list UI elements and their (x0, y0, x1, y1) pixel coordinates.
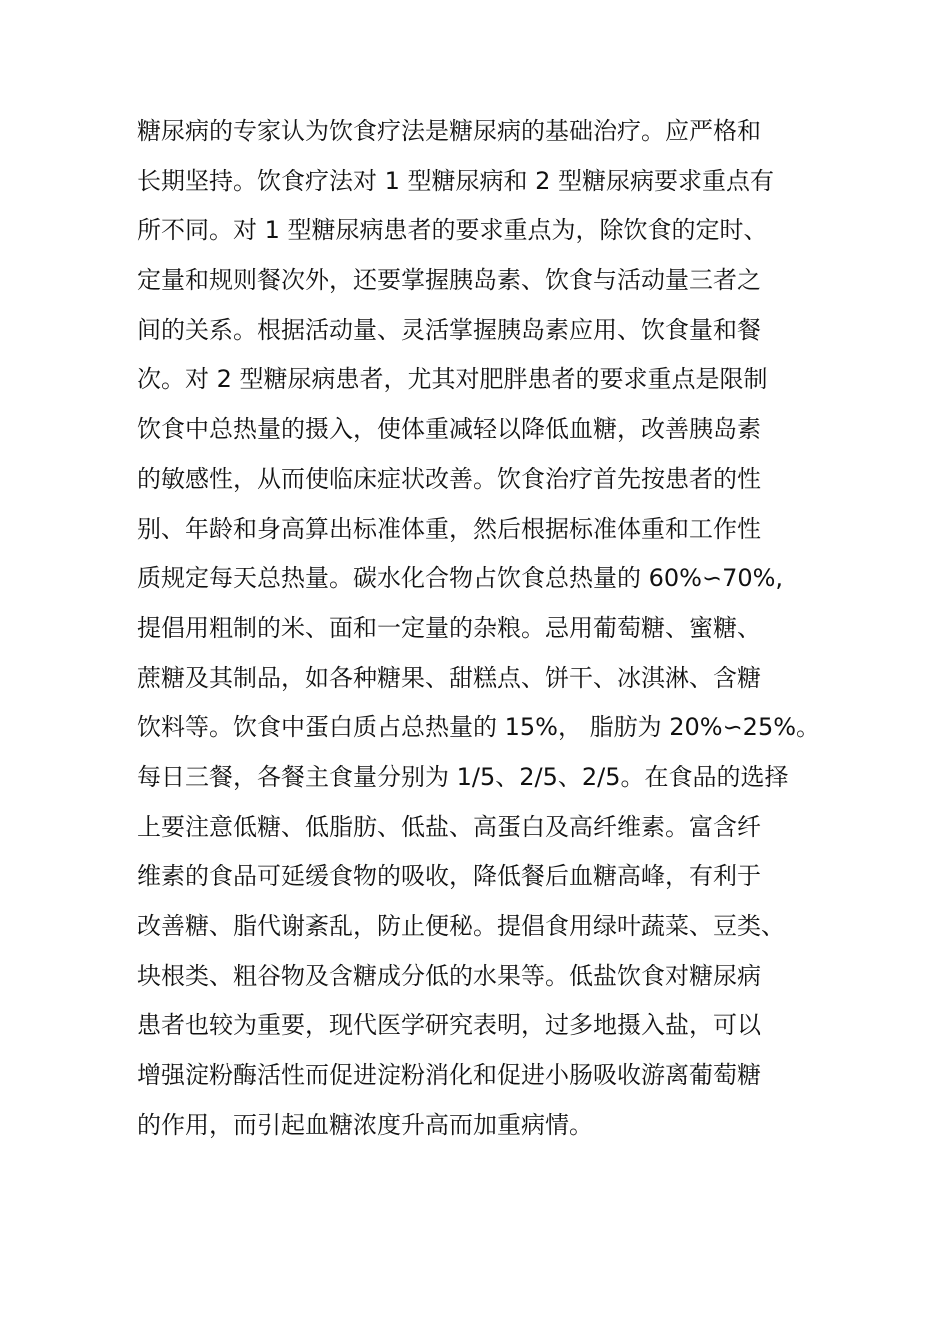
text-line: 质规定每天总热量。碳水化合物占饮食总热量的 60%∽70%, (137, 564, 784, 593)
text-line: 上要注意低糖、低脂肪、低盐、高蛋白及高纤维素。富含纤 (137, 812, 761, 841)
text-line: 增强淀粉酶活性而促进淀粉消化和促进小肠吸收游离葡萄糖 (137, 1061, 761, 1090)
text-line: 定量和规则餐次外，还要掌握胰岛素、饮食与活动量三者之 (137, 266, 761, 295)
text-line: 所不同。对 1 型糖尿病患者的要求重点为，除饮食的定时、 (137, 216, 768, 245)
text-line: 蔗糖及其制品，如各种糖果、甜糕点、饼干、冰淇淋、含糖 (137, 663, 761, 692)
text-line: 糖尿病的专家认为饮食疗法是糖尿病的基础治疗。应严格和 (137, 117, 761, 145)
body-paragraph (137, 107, 837, 1150)
text-line: 饮食中总热量的摄入，使体重减轻以降低血糖，改善胰岛素 (137, 415, 761, 444)
text-line: 维素的食品可延缓食物的吸收，降低餐后血糖高峰，有利于 (137, 862, 761, 891)
text-line: 每日三餐，各餐主食量分别为 1/5、2/5、2/5。在食品的选择 (137, 762, 789, 791)
text-line: 患者也较为重要，现代医学研究表明，过多地摄入盐，可以 (137, 1011, 761, 1040)
text-line: 饮料等。饮食中蛋白质占总热量的 15%， 脂肪为 20%∽25%。 (137, 713, 821, 742)
text-line: 块根类、粗谷物及含糖成分低的水果等。低盐饮食对糖尿病 (137, 961, 761, 990)
text-line: 提倡用粗制的米、面和一定量的杂粮。忌用葡萄糖、蜜糖、 (137, 613, 761, 642)
text-line: 改善糖、脂代谢紊乱，防止便秘。提倡食用绿叶蔬菜、豆类、 (137, 912, 785, 940)
text-line: 间的关系。根据活动量、灵活掌握胰岛素应用、饮食量和餐 (137, 315, 761, 344)
text-line: 长期坚持。饮食疗法对 1 型糖尿病和 2 型糖尿病要求重点有 (137, 166, 775, 195)
text-line: 次。对 2 型糖尿病患者，尤其对肥胖患者的要求重点是限制 (137, 365, 768, 394)
text-line: 的作用，而引起血糖浓度升高而加重病情。 (137, 1110, 593, 1139)
text-line: 别、年龄和身高算出标准体重，然后根据标准体重和工作性 (137, 514, 761, 543)
text-line: 的敏感性，从而使临床症状改善。饮食治疗首先按患者的性 (137, 464, 761, 493)
